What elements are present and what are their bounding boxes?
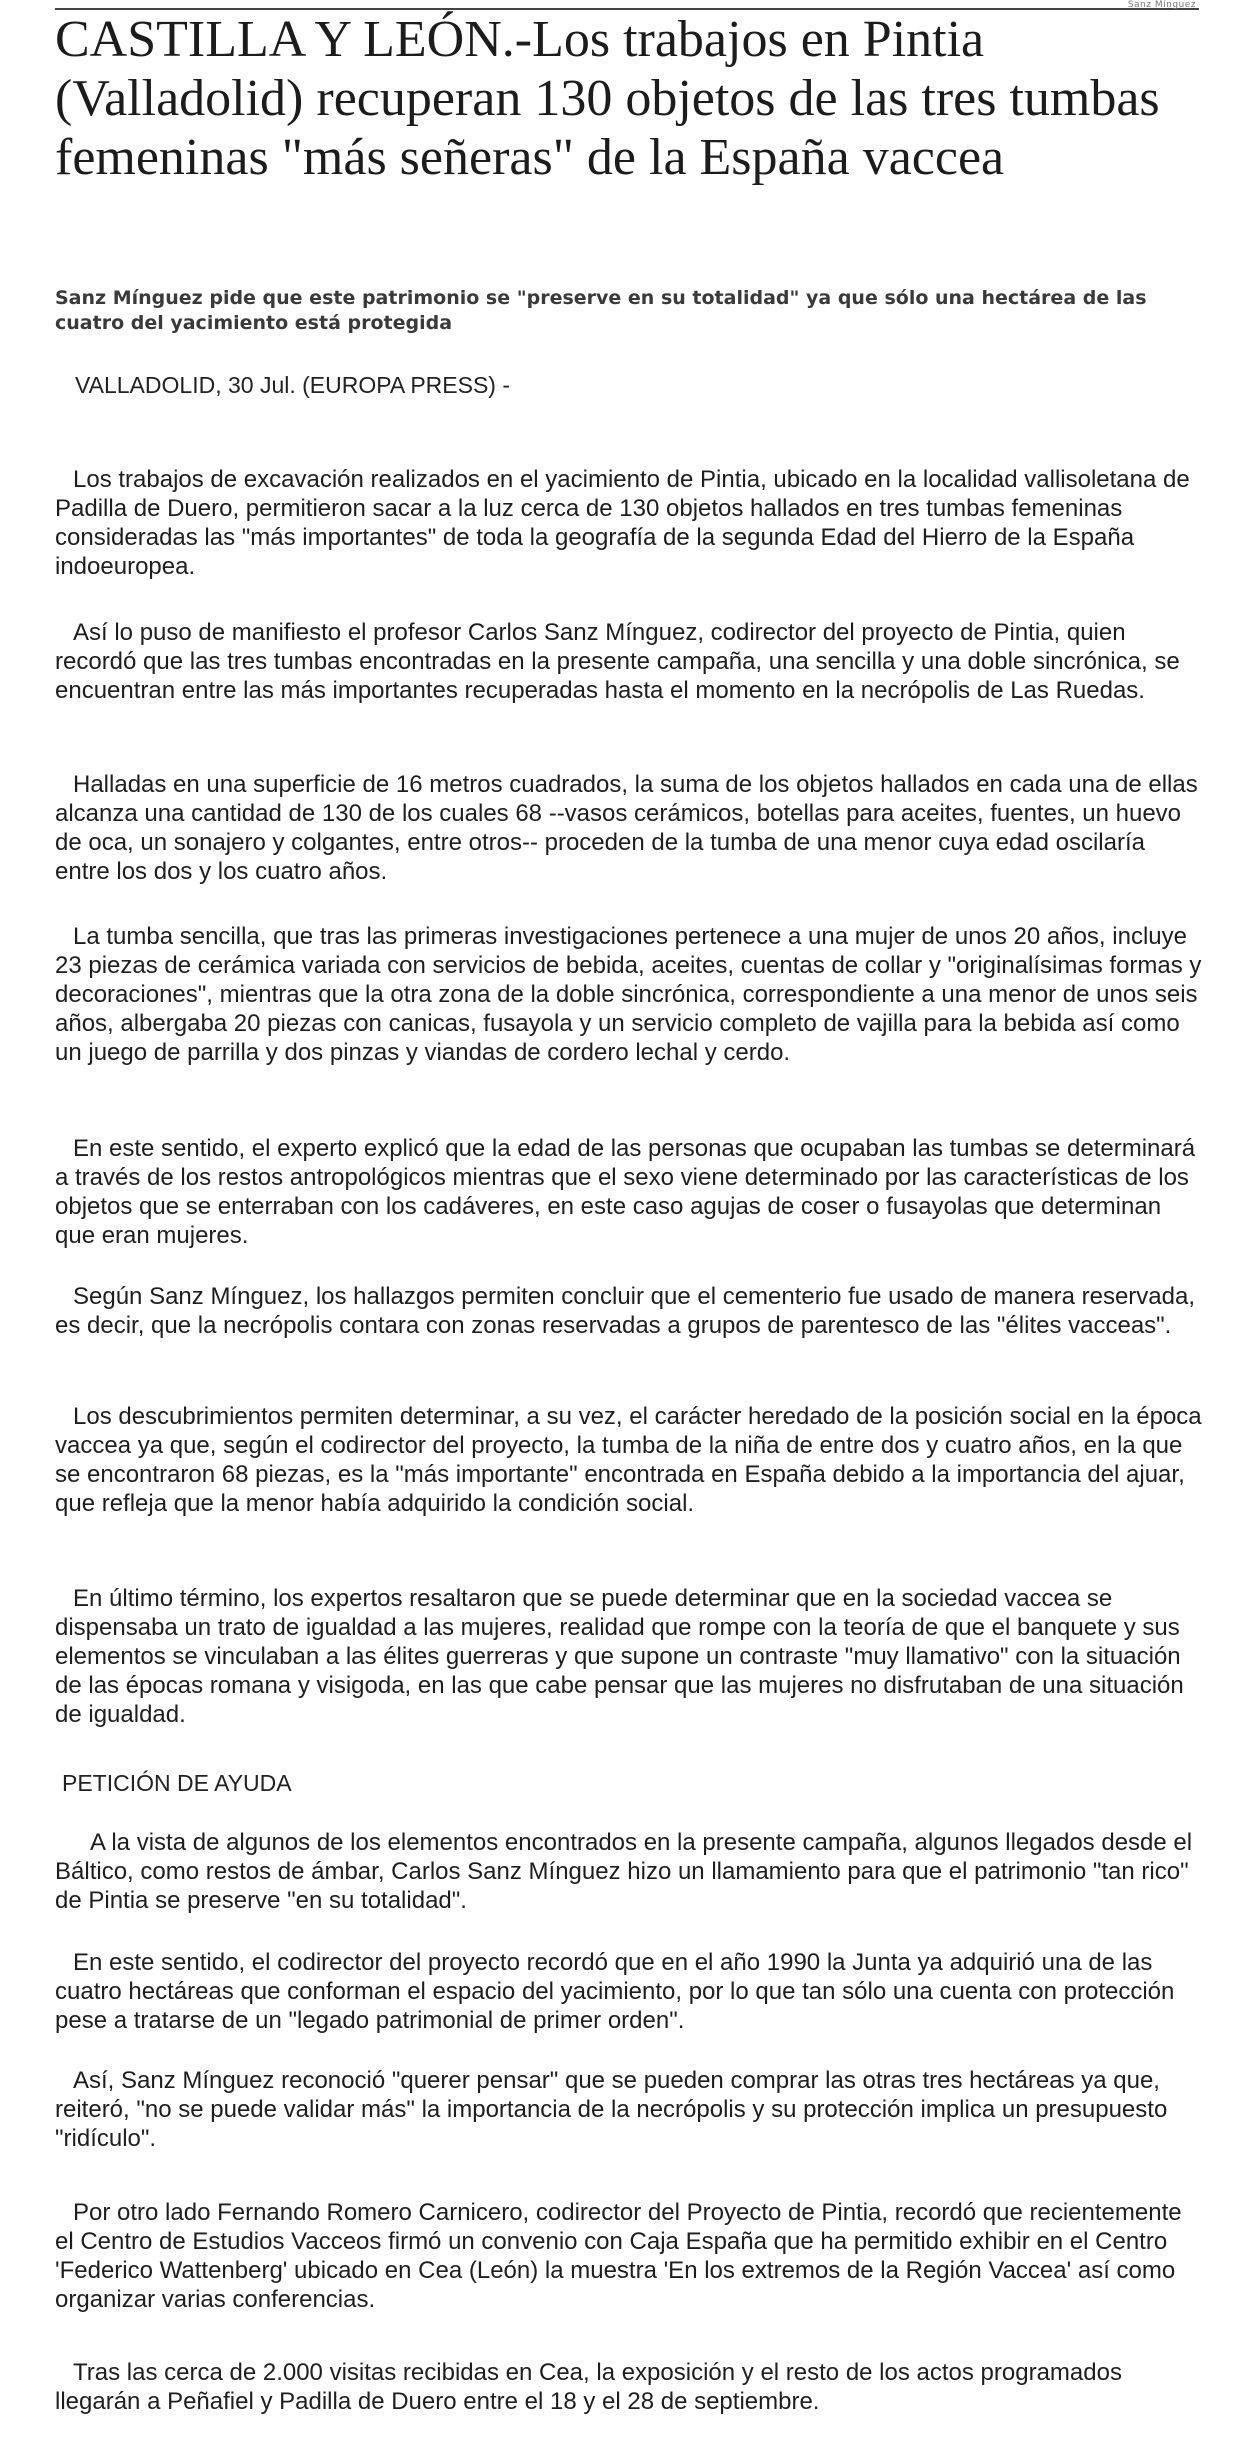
paragraph-4: La tumba sencilla, que tras las primeras investigaciones pertenece a una mujer de unos 20 años, incluye 23 piezas de cerámica variada con servicios de bebida, aceites, cuentas de collar y "originalísimas formas y decoraciones", mientras que la otra zona de la doble sincrónica, correspondiente a una menor de unos seis años, albergaba 20 piezas con canicas, fusayola y un servicio completo de vajilla para la bebida así como un juego de parrilla y dos pinzas y viandas de cordero lechal y cerdo. bbox=[55, 923, 1202, 1066]
paragraph-2: Así lo puso de manifiesto el profesor Carlos Sanz Mínguez, codirector del proyecto de Pintia, quien recordó que las tres tumbas encontradas en la presente campaña, una sencilla y una doble sincrónica, se encuentran entre las más importantes recuperadas hasta el momento en la necrópolis de Las Ruedas. bbox=[55, 619, 1180, 704]
paragraph-13: Tras las cerca de 2.000 visitas recibidas en Cea, la exposición y el resto de los actos programados llegarán a Peñafiel y Padilla de Duero entre el 18 y el 28 de septiembre. bbox=[55, 2359, 1122, 2415]
dateline: VALLADOLID, 30 Jul. (EUROPA PRESS) - bbox=[75, 372, 511, 398]
paragraph-3: Halladas en una superficie de 16 metros cuadrados, la suma de los objetos hallados en cada una de ellas alcanza una cantidad de 130 de los cuales 68 --vasos cerámicos, botellas para aceites, fuentes, un huevo de oca, un sonajero y colgantes, entre otros-- proceden de la tumba de una menor cuya edad oscilaría entre los dos y los cuatro años. bbox=[55, 771, 1198, 885]
paragraph-1: Los trabajos de excavación realizados en el yacimiento de Pintia, ubicado en la localidad vallisoletana de Padilla de Duero, permitieron sacar a la luz cerca de 130 objetos hallados en tres tumbas femeninas consideradas las "más importantes" de toda la geografía de la segunda Edad del Hierro de la España indoeuropea. bbox=[55, 466, 1190, 580]
paragraph-6: Según Sanz Mínguez, los hallazgos permiten concluir que el cementerio fue usado de manera reservada, es decir, que la necrópolis contara con zonas reservadas a grupos de parentesco de las "élites vacceas". bbox=[55, 1283, 1195, 1339]
paragraph-7: Los descubrimientos permiten determinar, a su vez, el carácter heredado de la posición social en la época vaccea ya que, según el codirector del proyecto, la tumba de la niña de entre dos y cuatro años, en la que se encontraron 68 piezas, es la "más importante" encontrada en España debido a la importancia del ajuar, que refleja que la menor había adquirido la condición social. bbox=[55, 1403, 1202, 1517]
paragraph-10: En este sentido, el codirector del proyecto recordó que en el año 1990 la Junta ya adquirió una de las cuatro hectáreas que conforman el espacio del yacimiento, por lo que tan sólo una cuenta con protección pese a tratarse de un "legado patrimonial de primer orden". bbox=[55, 1949, 1175, 2034]
headline: CASTILLA Y LEÓN.-Los trabajos en Pintia (Valladolid) recuperan 130 objetos de las tres tumbas femeninas "más señeras" de la España vaccea bbox=[55, 11, 1160, 186]
subheadline: Sanz Mínguez pide que este patrimonio se "preserve en su totalidad" ya que sólo una hectárea de las cuatro del yacimiento está protegida bbox=[55, 287, 1147, 334]
paragraph-8: En último término, los expertos resaltaron que se puede determinar que en la sociedad vaccea se dispensaba un trato de igualdad a las mujeres, realidad que rompe con la teoría de que el banquete y sus elementos se vinculaban a las élites guerreras y que supone un contraste "muy llamativo" con la situación de las épocas romana y visigoda, en las que cabe pensar que las mujeres no disfrutaban de una situación de igualdad. bbox=[55, 1585, 1184, 1728]
paragraph-9: A la vista de algunos de los elementos encontrados en la presente campaña, algunos llegados desde el Báltico, como restos de ámbar, Carlos Sanz Mínguez hizo un llamamiento para que el patrimonio "tan rico" de Pintia se preserve "en su totalidad". bbox=[55, 1829, 1193, 1914]
header-label: Sanz Mínguez bbox=[1127, 0, 1196, 10]
paragraph-5: En este sentido, el experto explicó que la edad de las personas que ocupaban las tumbas se determinará a través de los restos antropológicos mientras que el sexo viene determinado por las características de los objetos que se enterraban con los cadáveres, en este caso agujas de coser o fusayolas que determinan que eran mujeres. bbox=[55, 1135, 1196, 1249]
section-heading: PETICIÓN DE AYUDA bbox=[62, 1770, 292, 1796]
paragraph-11: Así, Sanz Mínguez reconoció "querer pensar" que se pueden comprar las otras tres hectáreas ya que, reiteró, "no se puede validar más" la importancia de la necrópolis y su protección implica un presupuesto "ridículo". bbox=[55, 2067, 1168, 2152]
paragraph-12: Por otro lado Fernando Romero Carnicero, codirector del Proyecto de Pintia, recordó que recientemente el Centro de Estudios Vacceos firmó un convenio con Caja España que ha permitido exhibir en el Centro 'Federico Wattenberg' ubicado en Cea (León) la muestra 'En los extremos de la Región Vaccea' así como organizar varias conferencias. bbox=[55, 2199, 1182, 2313]
